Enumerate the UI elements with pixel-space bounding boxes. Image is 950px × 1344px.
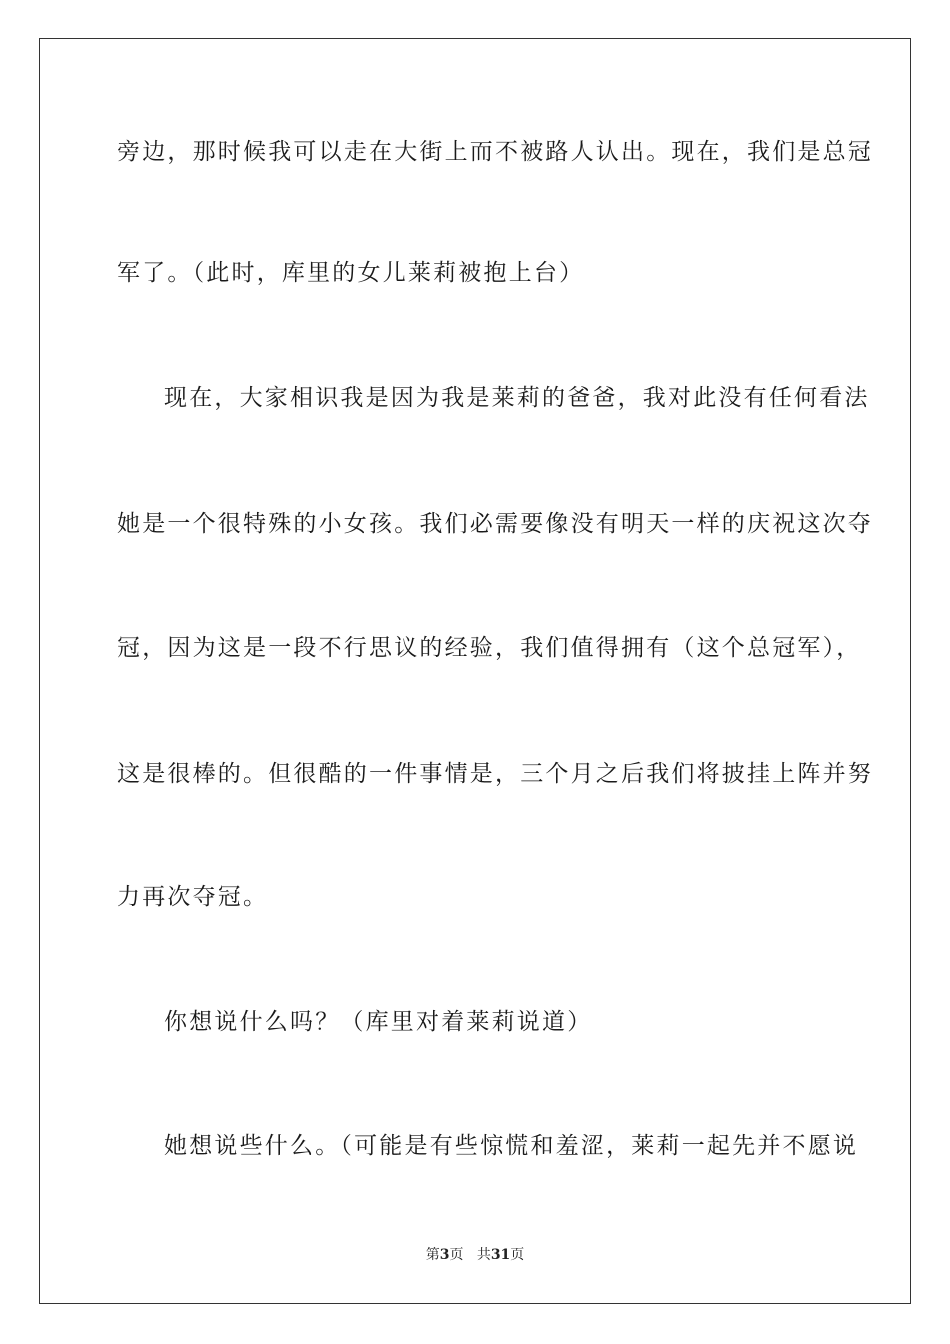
total-pages-number: 31 [490,1247,511,1263]
footer-total-suffix: 页 [510,1247,525,1263]
paragraph-line-3: 现在，大家相识我是因为我是莱莉的爸爸，我对此没有任何看法 [164,385,870,411]
text-line-1: 旁边，那时候我可以走在大街上而不被路人认出。现在，我们是总冠 [117,139,873,165]
text-line-6: 这是很棒的。但很酷的一件事情是，三个月之后我们将披挂上阵并努 [117,761,873,787]
page-border [39,38,911,1304]
footer-prefix: 第 [425,1247,440,1263]
text-line-4: 她是一个很特殊的小女孩。我们必需要像没有明天一样的庆祝这次夺 [117,511,873,537]
text-line-7: 力再次夺冠。 [117,884,269,910]
page-footer [0,1246,950,1264]
text-line-2: 军了。（此时，库里的女儿莱莉被抱上台） [117,260,585,286]
text-line-5: 冠，因为这是一段不行思议的经验，我们值得拥有（这个总冠军）， [117,635,862,661]
paragraph-line-8: 你想说什么吗？（库里对着莱莉说道） [164,1009,593,1035]
current-page-number: 3 [439,1247,450,1263]
paragraph-line-9: 她想说些什么。（可能是有些惊慌和羞涩，莱莉一起先并不愿说 [164,1133,859,1159]
footer-total-prefix: 共 [476,1247,491,1263]
footer-page-suffix: 页 [449,1247,464,1263]
